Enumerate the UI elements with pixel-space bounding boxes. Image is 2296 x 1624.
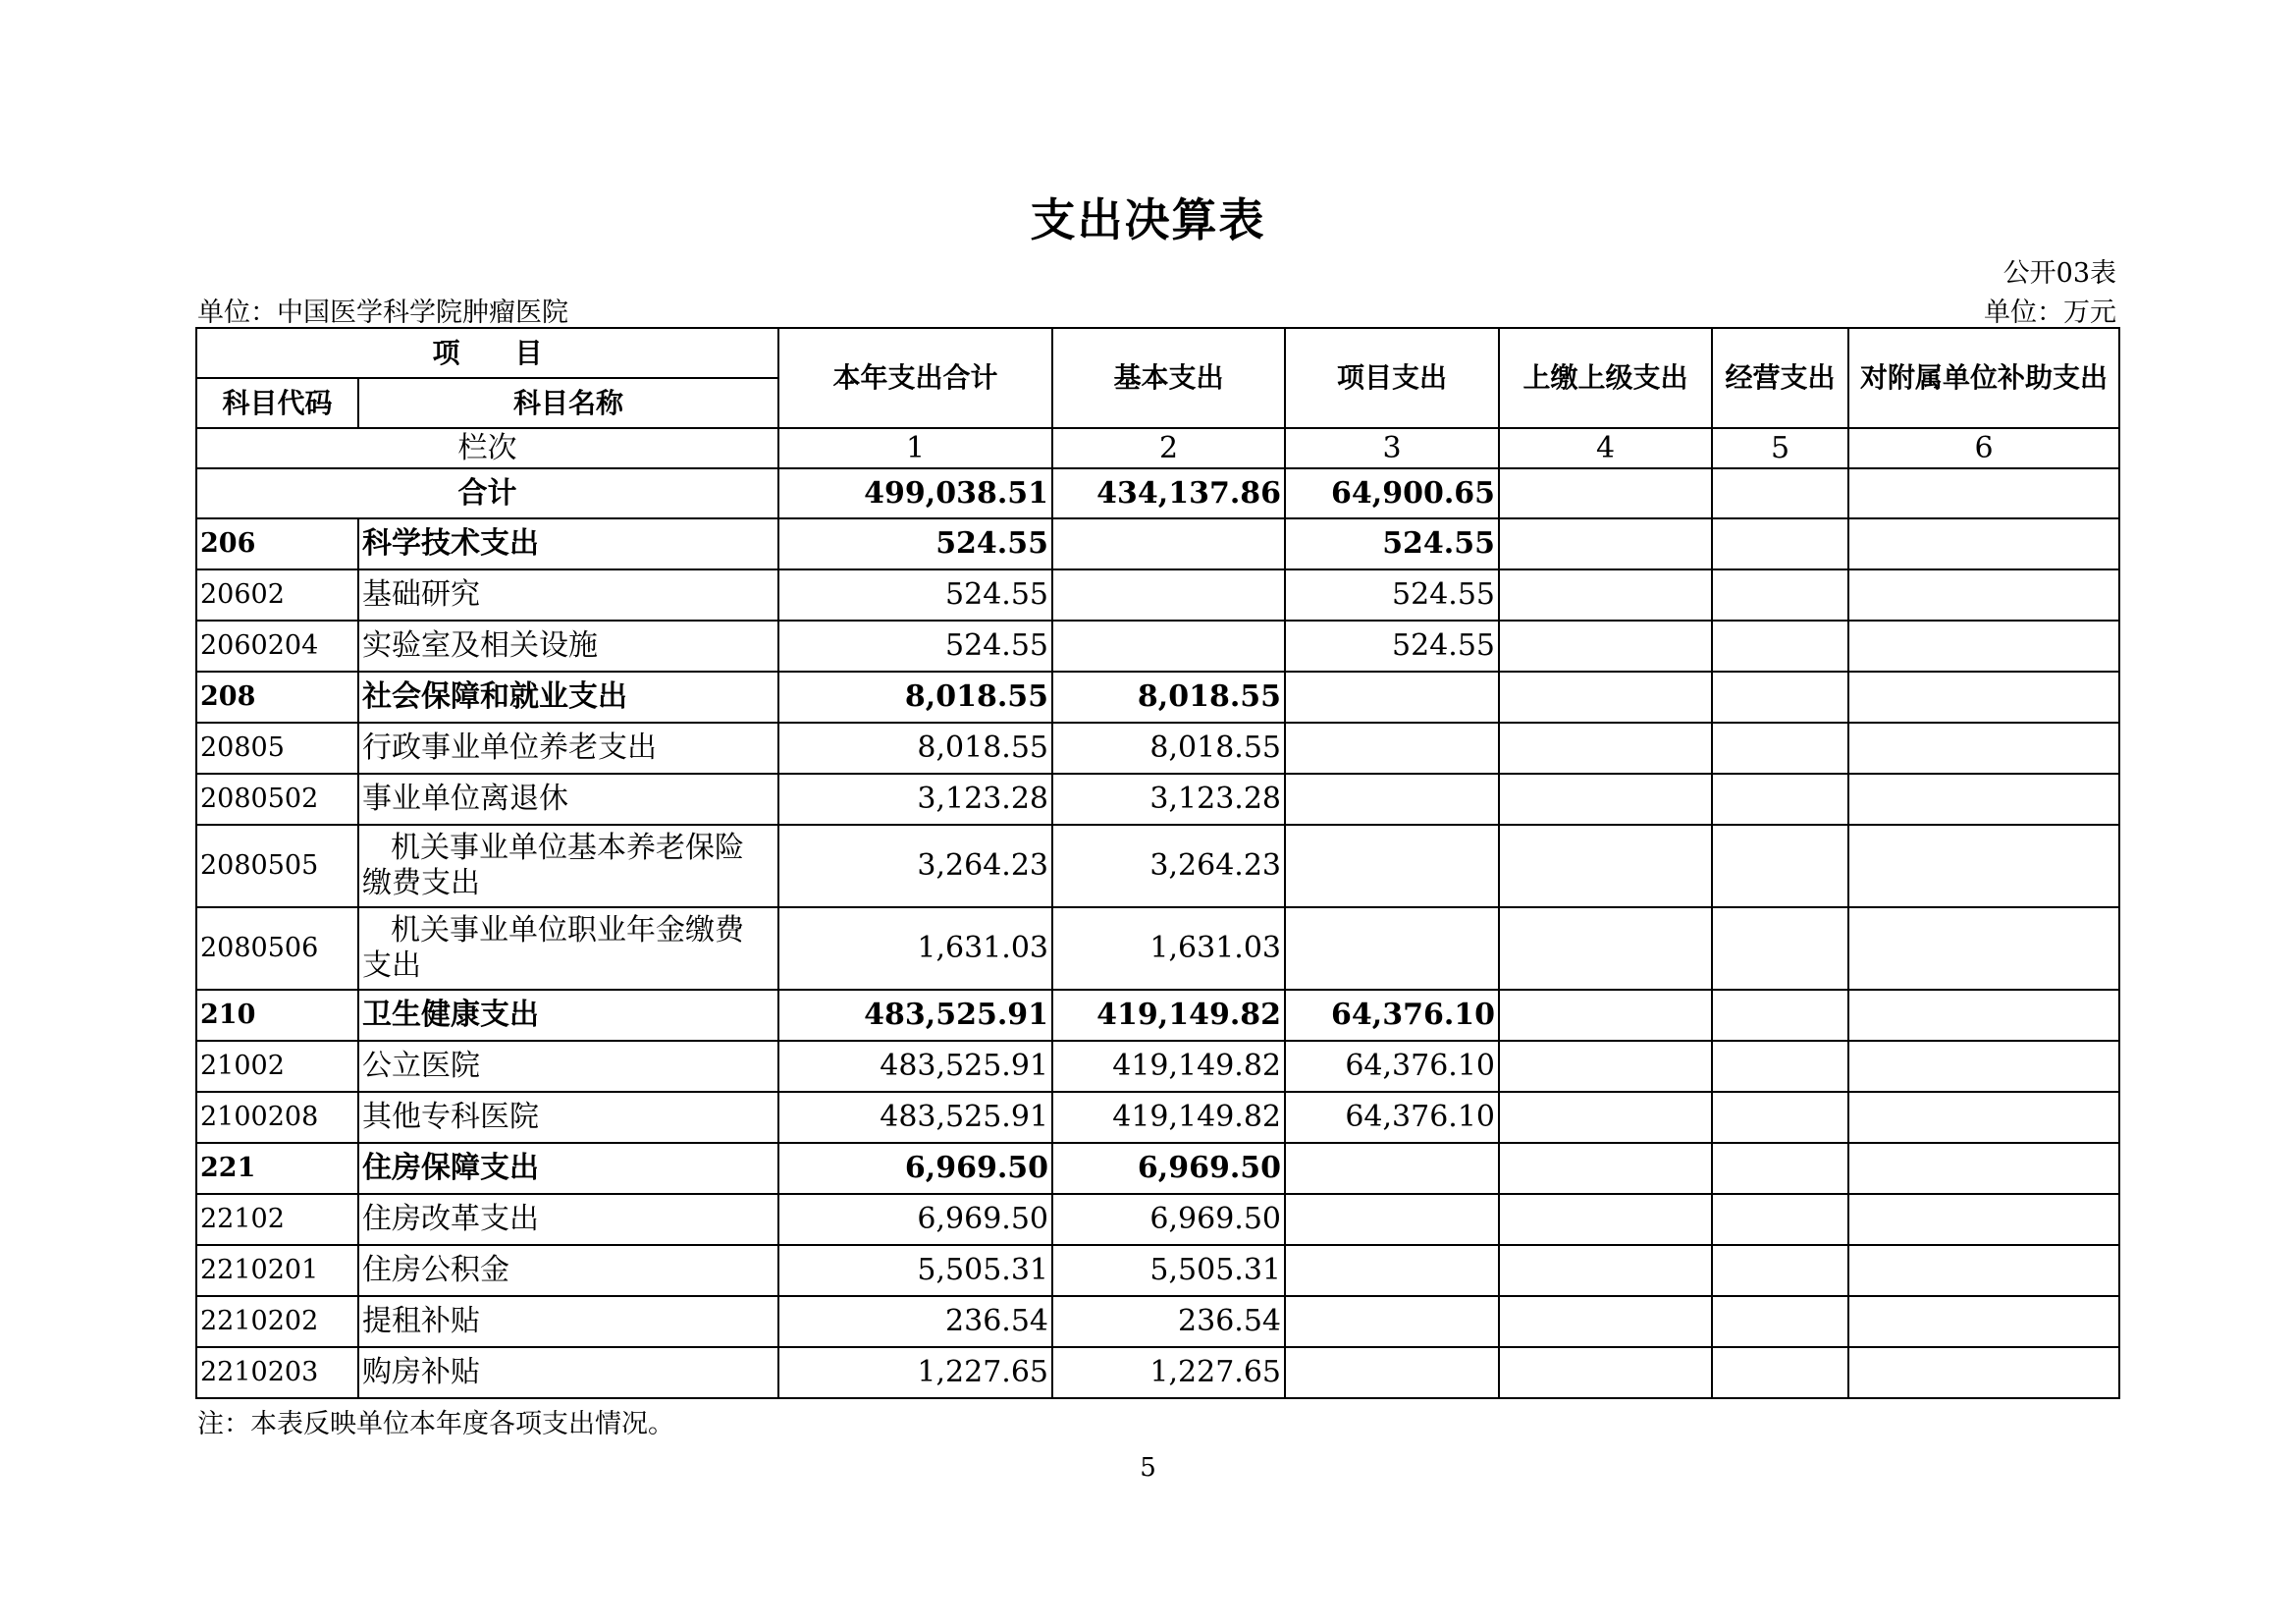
subject-name-line1: 机关事业单位基本养老保险	[391, 831, 744, 865]
amount	[1285, 1194, 1499, 1245]
amount: 1,227.65	[778, 1347, 1052, 1398]
subject-name: 公立医院	[358, 1041, 778, 1092]
empty-cell	[1712, 1245, 1848, 1296]
empty-cell	[1712, 1347, 1848, 1398]
empty-cell	[1848, 1092, 2119, 1143]
subject-name: 住房改革支出	[358, 1194, 778, 1245]
amount: 6,969.50	[778, 1143, 1052, 1194]
empty-cell	[1712, 1041, 1848, 1092]
amount: 1,631.03	[1052, 907, 1285, 990]
subject-name: 住房保障支出	[358, 1143, 778, 1194]
empty-cell	[1499, 1296, 1712, 1347]
header-project-expenditure: 项目支出	[1285, 328, 1499, 428]
empty-cell	[1499, 1245, 1712, 1296]
table-row	[196, 907, 2119, 990]
table-row	[196, 621, 2119, 672]
amount	[1285, 907, 1499, 990]
empty-cell	[1499, 1194, 1712, 1245]
empty-cell	[1712, 1092, 1848, 1143]
amount	[1052, 621, 1285, 672]
subject-code: 20602	[196, 569, 358, 621]
header-operating-expenditure: 经营支出	[1712, 328, 1848, 428]
empty-cell	[1848, 907, 2119, 990]
table-row	[196, 990, 2119, 1041]
empty-cell	[1712, 518, 1848, 569]
subject-name	[358, 907, 778, 990]
empty-cell	[1499, 672, 1712, 723]
amount	[1285, 1347, 1499, 1398]
page-number: 5	[1140, 1453, 1156, 1483]
amount: 8,018.55	[1052, 723, 1285, 774]
amount: 6,969.50	[1052, 1143, 1285, 1194]
header-basic-expenditure: 基本支出	[1052, 328, 1285, 428]
amount: 524.55	[778, 518, 1052, 569]
header-item: 项 目	[196, 328, 778, 378]
amount: 3,264.23	[1052, 825, 1285, 907]
table-row	[196, 1296, 2119, 1347]
amount: 483,525.91	[778, 990, 1052, 1041]
header-total-expenditure: 本年支出合计	[778, 328, 1052, 428]
subject-code: 2080502	[196, 774, 358, 825]
header-remit-expenditure: 上缴上级支出	[1499, 328, 1712, 428]
empty-cell	[1712, 672, 1848, 723]
amount: 6,969.50	[778, 1194, 1052, 1245]
empty-cell	[1712, 1194, 1848, 1245]
empty-cell	[1848, 1194, 2119, 1245]
table-row	[196, 825, 2119, 907]
header-name: 科目名称	[358, 378, 778, 428]
amount: 236.54	[1052, 1296, 1285, 1347]
subject-name: 实验室及相关设施	[358, 621, 778, 672]
amount	[1285, 1245, 1499, 1296]
unit-name: 单位：中国医学科学院肿瘤医院	[197, 298, 568, 328]
table-row	[196, 1245, 2119, 1296]
empty-cell	[1712, 723, 1848, 774]
subject-code: 2210203	[196, 1347, 358, 1398]
empty-cell	[1499, 990, 1712, 1041]
subject-name	[358, 825, 778, 907]
empty-cell	[1499, 907, 1712, 990]
subject-name: 基础研究	[358, 569, 778, 621]
subject-code: 2100208	[196, 1092, 358, 1143]
row-label: 栏次	[196, 428, 778, 468]
empty-cell	[1712, 907, 1848, 990]
form-number: 公开03表	[2002, 258, 2116, 289]
amount: 64,376.10	[1285, 990, 1499, 1041]
amount: 1,631.03	[778, 907, 1052, 990]
amount: 6,969.50	[1052, 1194, 1285, 1245]
empty-cell	[1499, 1092, 1712, 1143]
expenditure-table	[195, 327, 2120, 1399]
empty-cell	[1848, 1143, 2119, 1194]
amount: 3,123.28	[1052, 774, 1285, 825]
amount	[1052, 518, 1285, 569]
amount	[1285, 825, 1499, 907]
table-row	[196, 1194, 2119, 1245]
amount: 236.54	[778, 1296, 1052, 1347]
empty-cell	[1712, 1296, 1848, 1347]
subject-code: 20805	[196, 723, 358, 774]
amount	[1285, 1296, 1499, 1347]
amount: 483,525.91	[778, 1041, 1052, 1092]
amount: 483,525.91	[778, 1092, 1052, 1143]
page-title: 支出决算表	[1030, 193, 1266, 246]
amount: 524.55	[778, 621, 1052, 672]
subject-name: 购房补贴	[358, 1347, 778, 1398]
empty-cell	[1712, 569, 1848, 621]
subject-code: 208	[196, 672, 358, 723]
empty-cell	[1848, 990, 2119, 1041]
amount	[1285, 1143, 1499, 1194]
empty-cell	[1712, 1143, 1848, 1194]
empty-cell	[1848, 1245, 2119, 1296]
amount: 524.55	[1285, 621, 1499, 672]
amount: 3,123.28	[778, 774, 1052, 825]
empty-cell	[1848, 468, 2119, 518]
header-subsidy-expenditure: 对附属单位补助支出	[1848, 328, 2119, 428]
amount: 524.55	[1285, 569, 1499, 621]
empty-cell	[1848, 723, 2119, 774]
total-value: 434,137.86	[1052, 468, 1285, 518]
empty-cell	[1499, 518, 1712, 569]
col-number: 4	[1499, 428, 1712, 468]
table-row	[196, 723, 2119, 774]
subject-code: 2210201	[196, 1245, 358, 1296]
subject-name-line1: 机关事业单位职业年金缴费	[391, 913, 744, 947]
amount: 524.55	[778, 569, 1052, 621]
subject-name-line2: 支出	[362, 948, 421, 983]
col-number: 2	[1052, 428, 1285, 468]
amount: 419,149.82	[1052, 1092, 1285, 1143]
subject-name: 事业单位离退休	[358, 774, 778, 825]
empty-cell	[1499, 468, 1712, 518]
total-value: 499,038.51	[778, 468, 1052, 518]
table-row	[196, 1041, 2119, 1092]
col-number: 5	[1712, 428, 1848, 468]
amount: 8,018.55	[778, 672, 1052, 723]
empty-cell	[1499, 621, 1712, 672]
amount	[1285, 723, 1499, 774]
empty-cell	[1848, 518, 2119, 569]
amount	[1285, 774, 1499, 825]
empty-cell	[1848, 672, 2119, 723]
header-code: 科目代码	[196, 378, 358, 428]
empty-cell	[1499, 825, 1712, 907]
col-number: 6	[1848, 428, 2119, 468]
empty-cell	[1848, 1347, 2119, 1398]
subject-code: 2210202	[196, 1296, 358, 1347]
empty-cell	[1848, 825, 2119, 907]
table-note: 注：本表反映单位本年度各项支出情况。	[197, 1409, 674, 1439]
empty-cell	[1499, 1041, 1712, 1092]
subject-code: 206	[196, 518, 358, 569]
amount: 64,376.10	[1285, 1092, 1499, 1143]
table-row	[196, 1347, 2119, 1398]
total-label: 合计	[196, 468, 778, 518]
empty-cell	[1848, 1041, 2119, 1092]
empty-cell	[1499, 569, 1712, 621]
table-row	[196, 518, 2119, 569]
subject-name: 社会保障和就业支出	[358, 672, 778, 723]
subject-name: 其他专科医院	[358, 1092, 778, 1143]
amount: 419,149.82	[1052, 990, 1285, 1041]
subject-code: 21002	[196, 1041, 358, 1092]
subject-name: 行政事业单位养老支出	[358, 723, 778, 774]
subject-code: 2060204	[196, 621, 358, 672]
subject-code: 221	[196, 1143, 358, 1194]
subject-name: 卫生健康支出	[358, 990, 778, 1041]
subject-code: 210	[196, 990, 358, 1041]
amount: 3,264.23	[778, 825, 1052, 907]
subject-code: 22102	[196, 1194, 358, 1245]
subject-name: 住房公积金	[358, 1245, 778, 1296]
empty-cell	[1499, 1347, 1712, 1398]
table-row	[196, 672, 2119, 723]
table-row	[196, 774, 2119, 825]
empty-cell	[1499, 1143, 1712, 1194]
empty-cell	[1712, 825, 1848, 907]
total-row	[196, 468, 2119, 518]
subject-name: 科学技术支出	[358, 518, 778, 569]
subject-name-line2: 缴费支出	[362, 866, 480, 900]
table-row	[196, 569, 2119, 621]
amount: 419,149.82	[1052, 1041, 1285, 1092]
empty-cell	[1848, 774, 2119, 825]
empty-cell	[1848, 621, 2119, 672]
empty-cell	[1499, 723, 1712, 774]
total-value: 64,900.65	[1285, 468, 1499, 518]
amount: 524.55	[1285, 518, 1499, 569]
col-number: 3	[1285, 428, 1499, 468]
amount: 5,505.31	[1052, 1245, 1285, 1296]
empty-cell	[1499, 774, 1712, 825]
amount: 64,376.10	[1285, 1041, 1499, 1092]
amount: 5,505.31	[778, 1245, 1052, 1296]
subject-code: 2080505	[196, 825, 358, 907]
subject-code: 2080506	[196, 907, 358, 990]
empty-cell	[1712, 468, 1848, 518]
currency-unit: 单位：万元	[1984, 298, 2116, 328]
empty-cell	[1712, 774, 1848, 825]
empty-cell	[1712, 621, 1848, 672]
empty-cell	[1848, 569, 2119, 621]
amount: 8,018.55	[778, 723, 1052, 774]
empty-cell	[1712, 990, 1848, 1041]
col-number: 1	[778, 428, 1052, 468]
amount	[1052, 569, 1285, 621]
amount: 8,018.55	[1052, 672, 1285, 723]
subject-name: 提租补贴	[358, 1296, 778, 1347]
table-row	[196, 1143, 2119, 1194]
table-row	[196, 1092, 2119, 1143]
empty-cell	[1848, 1296, 2119, 1347]
amount	[1285, 672, 1499, 723]
amount: 1,227.65	[1052, 1347, 1285, 1398]
